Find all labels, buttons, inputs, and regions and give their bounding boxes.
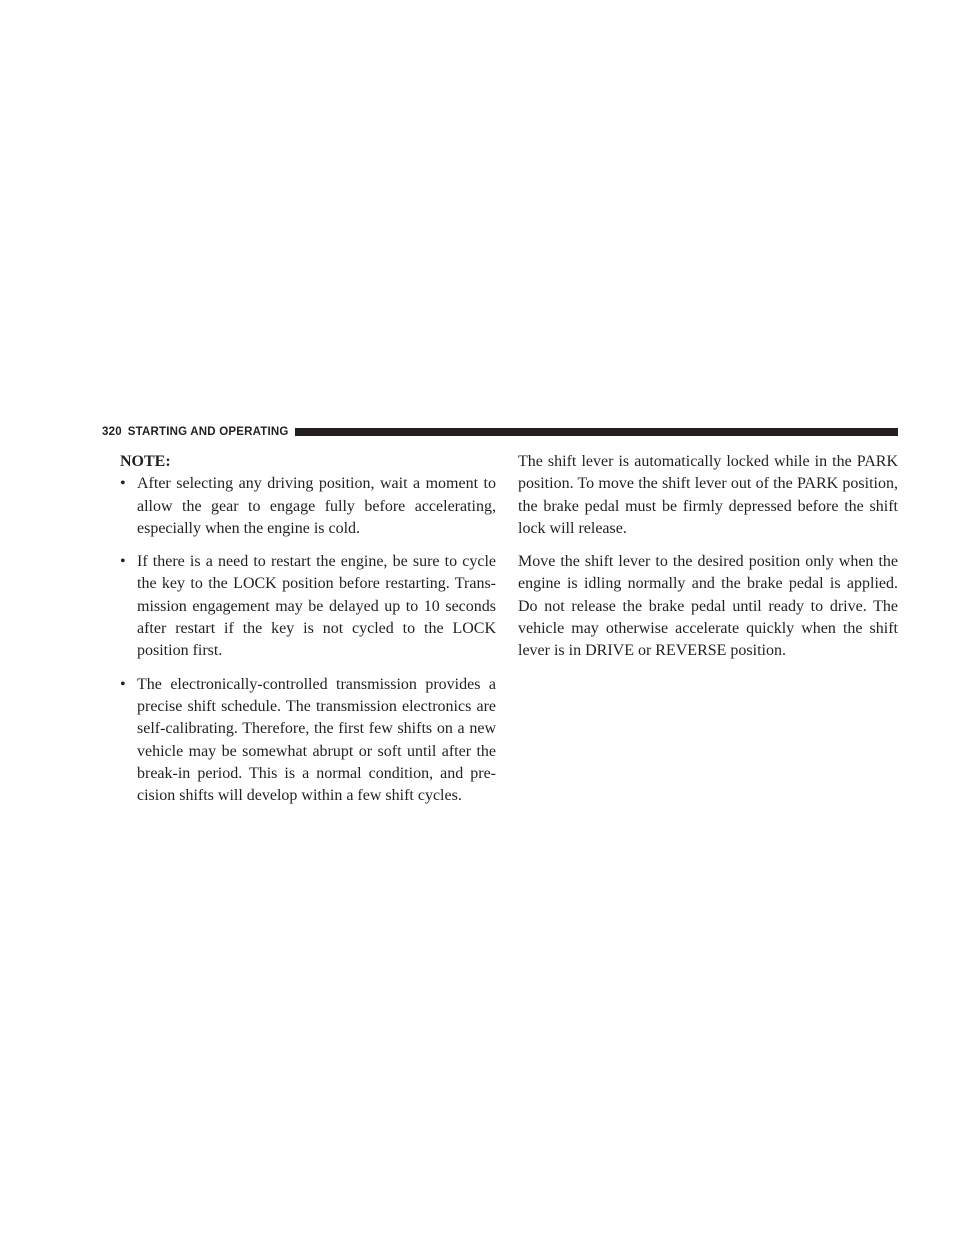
note-bullet-text: After selecting any driving position, wait a moment to allow the gear to engage fully before accelerating, especially when the engine is cold. bbox=[137, 475, 496, 537]
bullet-icon: • bbox=[120, 553, 126, 571]
section-title: STARTING AND OPERATING bbox=[127, 426, 289, 438]
note-bullet-item bbox=[120, 674, 496, 808]
left-column bbox=[120, 451, 496, 818]
note-label: NOTE: bbox=[120, 453, 171, 470]
page-header bbox=[102, 423, 898, 441]
bullet-icon: • bbox=[120, 675, 126, 693]
note-bullet-text: The electronically-controlled transmission provides a precise shift schedule. The transmission electronics are self-calibrating. Therefore, the first few shifts on a new vehicle may be somewhat abrupt or soft until after the break-in period. This is a normal condition, and pre-cision shifts will develop within a few shift cycles. bbox=[137, 675, 496, 805]
note-bullet-item bbox=[120, 473, 496, 540]
note-bullet-list bbox=[120, 473, 496, 807]
note-bullet-item bbox=[120, 551, 496, 662]
body-paragraph: Move the shift lever to the desired position only when the engine is idling normally and the brake pedal is applied. Do not release the brake pedal until ready to drive. The vehicle may otherwise accelerate quickly when the shift lever is in DRIVE or REVERSE position. bbox=[518, 553, 898, 660]
right-column bbox=[518, 451, 898, 674]
header-rule bbox=[295, 428, 898, 436]
bullet-icon: • bbox=[120, 475, 126, 493]
body-paragraph: The shift lever is automatically locked while in the PARK position. To move the shift lever out of the PARK position, the brake pedal must be firmly depressed before the shift lock will release. bbox=[518, 453, 898, 537]
page-number: 320 bbox=[102, 426, 122, 438]
note-bullet-text: If there is a need to restart the engine, be sure to cycle the key to the LOCK position before restarting. Trans-mission engagement may be delayed up to 10 seconds after restart if the key is not cycled to the LOCK position first. bbox=[137, 553, 496, 660]
